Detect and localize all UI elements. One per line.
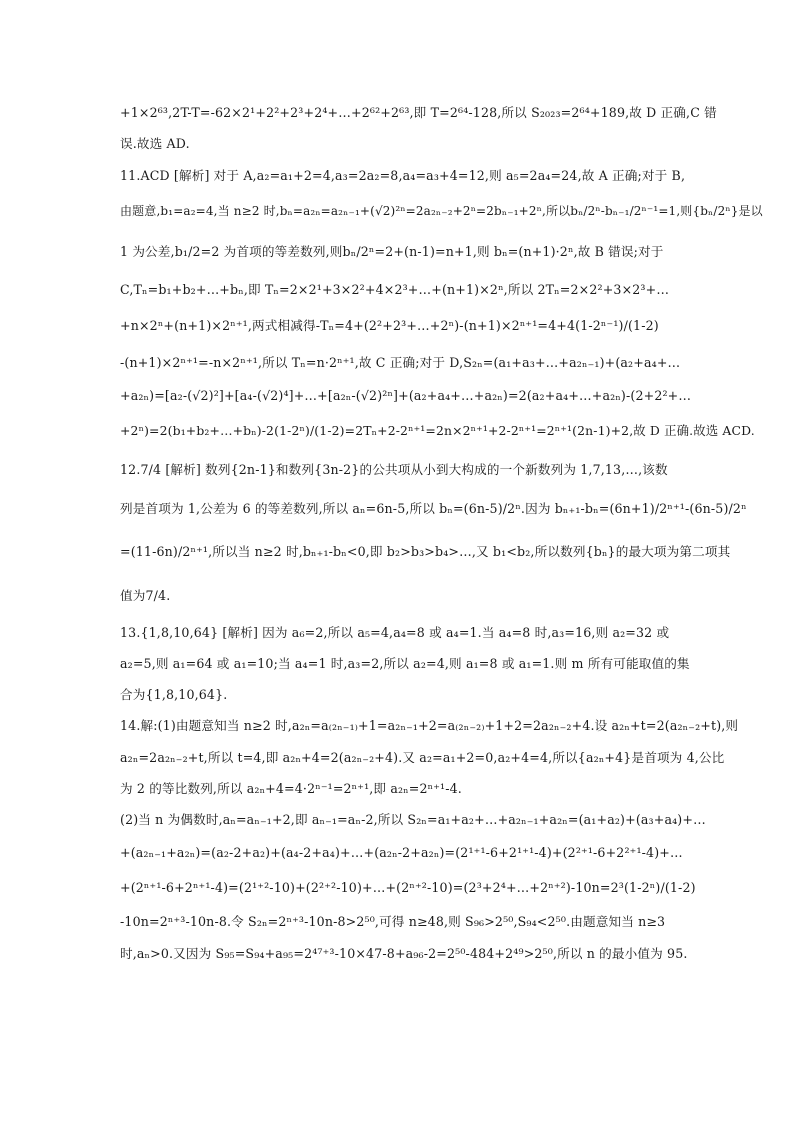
text-line: -(n+1)×2ⁿ⁺¹=-n×2ⁿ⁺¹,所以 Tₙ=n·2ⁿ⁺¹,故 C 正确;对于 D,S₂ₙ=(a₁+a₃+…+a₂ₙ₋₁)+(a₂+a₄+… — [120, 355, 681, 370]
text-line: 时,aₙ>0.又因为 S₉₅=S₉₄+a₉₅=2⁴⁷⁺³-10×47-8+a₉₆-2=2⁵⁰-484+2⁴⁹>2⁵⁰,所以 n 的最小值为 95. — [120, 946, 688, 961]
text-line: =(11-6n)/2ⁿ⁺¹,所以当 n≥2 时,bₙ₊₁-bₙ<0,即 b₂>b₃>b₄>…,又 b₁<b₂,所以数列{bₙ}的最大项为第二项其 — [120, 544, 731, 559]
text-line: +2ⁿ)=2(b₁+b₂+…+bₙ)-2(1-2ⁿ)/(1-2)=2Tₙ+2-2ⁿ⁺¹=2n×2ⁿ⁺¹+2-2ⁿ⁺¹=2ⁿ⁺¹(2n-1)+2,故 D 正确.故选 ACD. — [120, 423, 755, 438]
text-line: 列是首项为 1,公差为 6 的等差数列,所以 aₙ=6n-5,所以 bₙ=(6n-5)/2ⁿ.因为 bₙ₊₁-bₙ=(6n+1)/2ⁿ⁺¹-(6n-5)/2ⁿ — [120, 501, 747, 516]
text-line: 误.故选 AD. — [120, 136, 190, 151]
text-line: 12.7/4 [解析] 数列{2n-1}和数列{3n-2}的公共项从小到大构成的一个新数列为 1,7,13,…,该数 — [120, 462, 668, 477]
text-line: -10n=2ⁿ⁺³-10n-8.令 S₂ₙ=2ⁿ⁺³-10n-8>2⁵⁰,可得 n≥48,则 S₉₆>2⁵⁰,S₉₄<2⁵⁰.由题意知当 n≥3 — [120, 914, 666, 929]
text-line: a₂ₙ=2a₂ₙ₋₂+t,所以 t=4,即 a₂ₙ+4=2(a₂ₙ₋₂+4).又 a₂=a₁+2=0,a₂+4=4,所以{a₂ₙ+4}是首项为 4,公比 — [120, 750, 725, 765]
text-line: 合为{1,8,10,64}. — [120, 687, 228, 702]
text-line: 1 为公差,b₁/2=2 为首项的等差数列,则bₙ/2ⁿ=2+(n-1)=n+1,则 bₙ=(n+1)·2ⁿ,故 B 错误;对于 — [120, 244, 664, 259]
text-line: 13.{1,8,10,64} [解析] 因为 a₆=2,所以 a₅=4,a₄=8 或 a₄=1.当 a₄=8 时,a₃=16,则 a₂=32 或 — [120, 625, 670, 640]
text-line: 值为7/4. — [120, 588, 171, 603]
text-line: 由题意,b₁=a₂=4,当 n≥2 时,bₙ=a₂ₙ=a₂ₙ₋₁+(√2)²ⁿ=2a₂ₙ₋₂+2ⁿ=2bₙ₋₁+2ⁿ,所以bₙ/2ⁿ-bₙ₋₁/2ⁿ⁻¹=1,则{bₙ/2ⁿ}是以 — [120, 204, 763, 218]
text-line: +(2ⁿ⁺¹-6+2ⁿ⁺¹-4)=(2¹⁺²-10)+(2²⁺²-10)+…+(2ⁿ⁺²-10)=(2³+2⁴+…+2ⁿ⁺²)-10n=2³(1-2ⁿ)/(1-2) — [120, 880, 696, 895]
text-line: 14.解:(1)由题意知当 n≥2 时,a₂ₙ=a₍₂ₙ₋₁₎+1=a₂ₙ₋₁+2=a₍₂ₙ₋₂₎+1+2=2a₂ₙ₋₂+4.设 a₂ₙ+t=2(a₂ₙ₋₂+t),则 — [120, 718, 739, 733]
text-line: +1×2⁶³,2T-T=-62×2¹+2²+2³+2⁴+…+2⁶²+2⁶³,即 T=2⁶⁴-128,所以 S₂₀₂₃=2⁶⁴+189,故 D 正确,C 错 — [120, 105, 717, 120]
text-line: (2)当 n 为偶数时,aₙ=aₙ₋₁+2,即 aₙ₋₁=aₙ-2,所以 S₂ₙ=a₁+a₂+…+a₂ₙ₋₁+a₂ₙ=(a₁+a₂)+(a₃+a₄)+… — [120, 812, 706, 827]
text-line: +n×2ⁿ+(n+1)×2ⁿ⁺¹,两式相减得-Tₙ=4+(2²+2³+…+2ⁿ)-(n+1)×2ⁿ⁺¹=4+4(1-2ⁿ⁻¹)/(1-2) — [120, 318, 659, 333]
text-line: C,Tₙ=b₁+b₂+…+bₙ,即 Tₙ=2×2¹+3×2²+4×2³+…+(n+1)×2ⁿ,所以 2Tₙ=2×2²+3×2³+… — [120, 282, 670, 297]
text-line: a₂=5,则 a₁=64 或 a₁=10;当 a₄=1 时,a₃=2,所以 a₂=4,则 a₁=8 或 a₁=1.则 m 所有可能取值的集 — [120, 656, 690, 671]
text-line: +(a₂ₙ₋₁+a₂ₙ)=(a₂-2+a₂)+(a₄-2+a₄)+…+(a₂ₙ-2+a₂ₙ)=(2¹⁺¹-6+2¹⁺¹-4)+(2²⁺¹-6+2²⁺¹-4)+… — [120, 845, 683, 860]
text-line: 为 2 的等比数列,所以 a₂ₙ+4=4·2ⁿ⁻¹=2ⁿ⁺¹,即 a₂ₙ=2ⁿ⁺¹-4. — [120, 781, 462, 796]
text-line: 11.ACD [解析] 对于 A,a₂=a₁+2=4,a₃=2a₂=8,a₄=a₃+4=12,则 a₅=2a₄=24,故 A 正确;对于 B, — [120, 168, 686, 183]
text-line: +a₂ₙ)=[a₂-(√2)²]+[a₄-(√2)⁴]+…+[a₂ₙ-(√2)²ⁿ]+(a₂+a₄+…+a₂ₙ)=2(a₂+a₄+…+a₂ₙ)-(2+2²+… — [120, 388, 692, 403]
